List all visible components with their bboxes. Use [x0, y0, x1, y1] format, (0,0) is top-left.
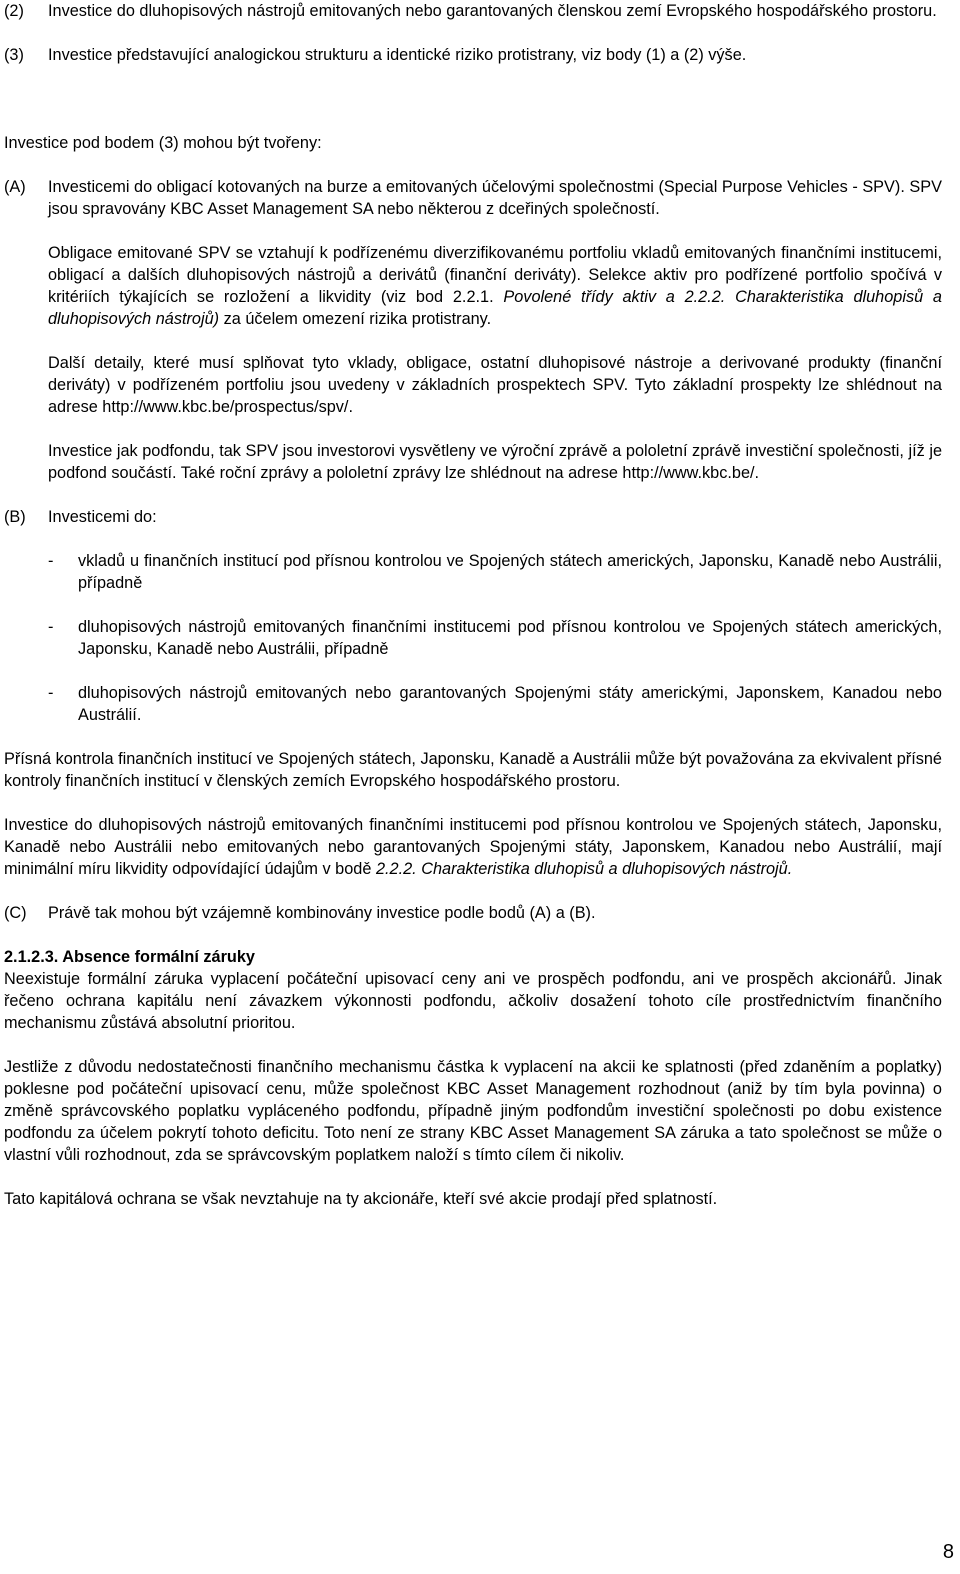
bullet-text: dluhopisových nástrojů emitovaných finančními institucemi pod přísnou kontrolou ve Spojených státech amerických, Japonsku, Kanadě nebo Austrálii, případně: [78, 618, 942, 658]
list-item-3: [4, 44, 942, 66]
item-a-paragraph-4: Investice jak podfondu, tak SPV jsou investorovi vysvětleny ve výroční zprávě a pololetní zprávě investiční společnosti, jíž je podfond součástí. Také roční zprávy a pololetní zprávy lze shlédnout na adrese http://www.kbc.be/.: [48, 442, 942, 482]
bullet-item: [4, 550, 942, 594]
item-a-p2-tail: za účelem omezení rizika protistrany.: [223, 310, 492, 328]
list-text: Právě tak mohou být vzájemně kombinovány investice podle bodů (A) a (B).: [48, 904, 596, 922]
item-a-paragraph-3: Další detaily, které musí splňovat tyto vklady, obligace, ostatní dluhopisové nástroje a derivované produkty (finanční deriváty) v podřízeném portfoliu jsou uvedeny v základních prospektech SPV. Tyto základní prospekty lze shlédnout na adrese http://www.kbc.be/prospectus/spv/.: [48, 354, 942, 416]
item-a-p2-italic: Povolené třídy aktiv a 2.2.2. Charakteristika dluhopisů a dluhopisových nástrojů): [48, 288, 942, 328]
investment-reference: 2.2.2. Charakteristika dluhopisů a dluhopisových nástrojů.: [375, 860, 793, 878]
section-paragraph-1: Neexistuje formální záruka vyplacení počáteční upisovací ceny ani ve prospěch podfondu, ani ve prospěch akcionářů. Jinak řečeno ochrana kapitálu není závazkem výkonnosti podfondu, ačkoliv dosažení tohoto cíle prostřednictvím finančního mechanismu zůstává absolutní prioritou.: [4, 970, 942, 1032]
document-page: [4, 0, 942, 1210]
bullet-text: vkladů u finančních institucí pod přísnou kontrolou ve Spojených státech amerických, Japonsku, Kanadě nebo Austrálii, případně: [78, 552, 942, 592]
section-heading: 2.1.2.3. Absence formální záruky: [4, 948, 255, 966]
list-item-2: [4, 0, 942, 22]
item-a-paragraph-2: [48, 242, 942, 330]
strict-control-paragraph: Přísná kontrola finančních institucí ve Spojených státech, Japonsku, Kanadě a Austrálii může být považována za ekvivalent přísné kontroly finančních institucí v členských zemích Evropského hospodářského prostoru.: [4, 750, 942, 790]
list-label: (3): [4, 46, 24, 64]
bullet-item: [4, 616, 942, 660]
investment-paragraph: [4, 814, 942, 880]
list-item-c: [4, 902, 942, 924]
list-item-a: [4, 176, 942, 484]
list-item-b: [4, 506, 942, 528]
dash-bullet: -: [48, 684, 54, 702]
dash-bullet: -: [48, 552, 54, 570]
section-paragraph-2: Jestliže z důvodu nedostatečnosti finančního mechanismu částka k vyplacení na akcii ke splatnosti (před zdaněním a poplatky) poklesne pod počáteční upisovací cenu, může společnost KBC Asset Management rozhodnout (aniž by tím byla povinna) o změně správcovského poplatku vypláceného podfondu, případně jiným podfondům investiční společnosti po dobu existence podfondu za účelem pokrytí tohoto deficitu. Toto není ze strany KBC Asset Management SA záruka a tato společnost se může o vlastní vůli rozhodnout, zda se správcovským poplatkem naloží s tímto cílem či nikoliv.: [4, 1058, 942, 1164]
list-text: Investice do dluhopisových nástrojů emitovaných nebo garantovaných členskou zemí Evropského hospodářského prostoru.: [48, 2, 937, 20]
list-label: (A): [4, 178, 26, 196]
item-b-title: Investicemi do:: [48, 508, 157, 526]
item-a-paragraph-1: Investicemi do obligací kotovaných na burze a emitovaných účelovými společnostmi (Special Purpose Vehicles - SPV). SPV jsou spravovány KBC Asset Management SA nebo některou z dceřiných společností.: [48, 178, 942, 218]
section-paragraph-3: Tato kapitálová ochrana se však nevztahuje na ty akcionáře, kteří své akcie prodají před splatností.: [4, 1190, 718, 1208]
list-label: (B): [4, 508, 26, 526]
bullet-item: [4, 682, 942, 726]
bullet-text: dluhopisových nástrojů emitovaných nebo garantovaných Spojenými státy americkými, Japonskem, Kanadou nebo Austrálií.: [78, 684, 942, 724]
list-label: (C): [4, 904, 27, 922]
dash-bullet: -: [48, 618, 54, 636]
intro-paragraph: Investice pod bodem (3) mohou být tvořeny:: [4, 134, 322, 152]
item-a-p2-text: Obligace emitované SPV se vztahují k podřízenému diverzifikovanému portfoliu vkladů emitovaných finančními institucemi, obligací a dalších dluhopisových nástrojů a derivátů (finanční deriváty). Selekce aktiv pro podřízené portfolio spočívá v kritériích týkajících se rozložení a likvidity (viz bod 2.2.1.: [48, 244, 942, 306]
list-label: (2): [4, 2, 24, 20]
list-text: Investice představující analogickou strukturu a identické riziko protistrany, viz body (1) a (2) výše.: [48, 46, 747, 64]
investment-text: Investice do dluhopisových nástrojů emitovaných finančními institucemi pod přísnou kontrolou ve Spojených státech, Japonsku, Kanadě nebo Austrálii nebo emitovaných nebo garantovaných Spojenými státy, Japonskem, Kanadou nebo Austrálií, mají minimální míru likvidity odpovídající údajům v bodě: [4, 816, 942, 878]
page-number: 8: [942, 1541, 954, 1563]
